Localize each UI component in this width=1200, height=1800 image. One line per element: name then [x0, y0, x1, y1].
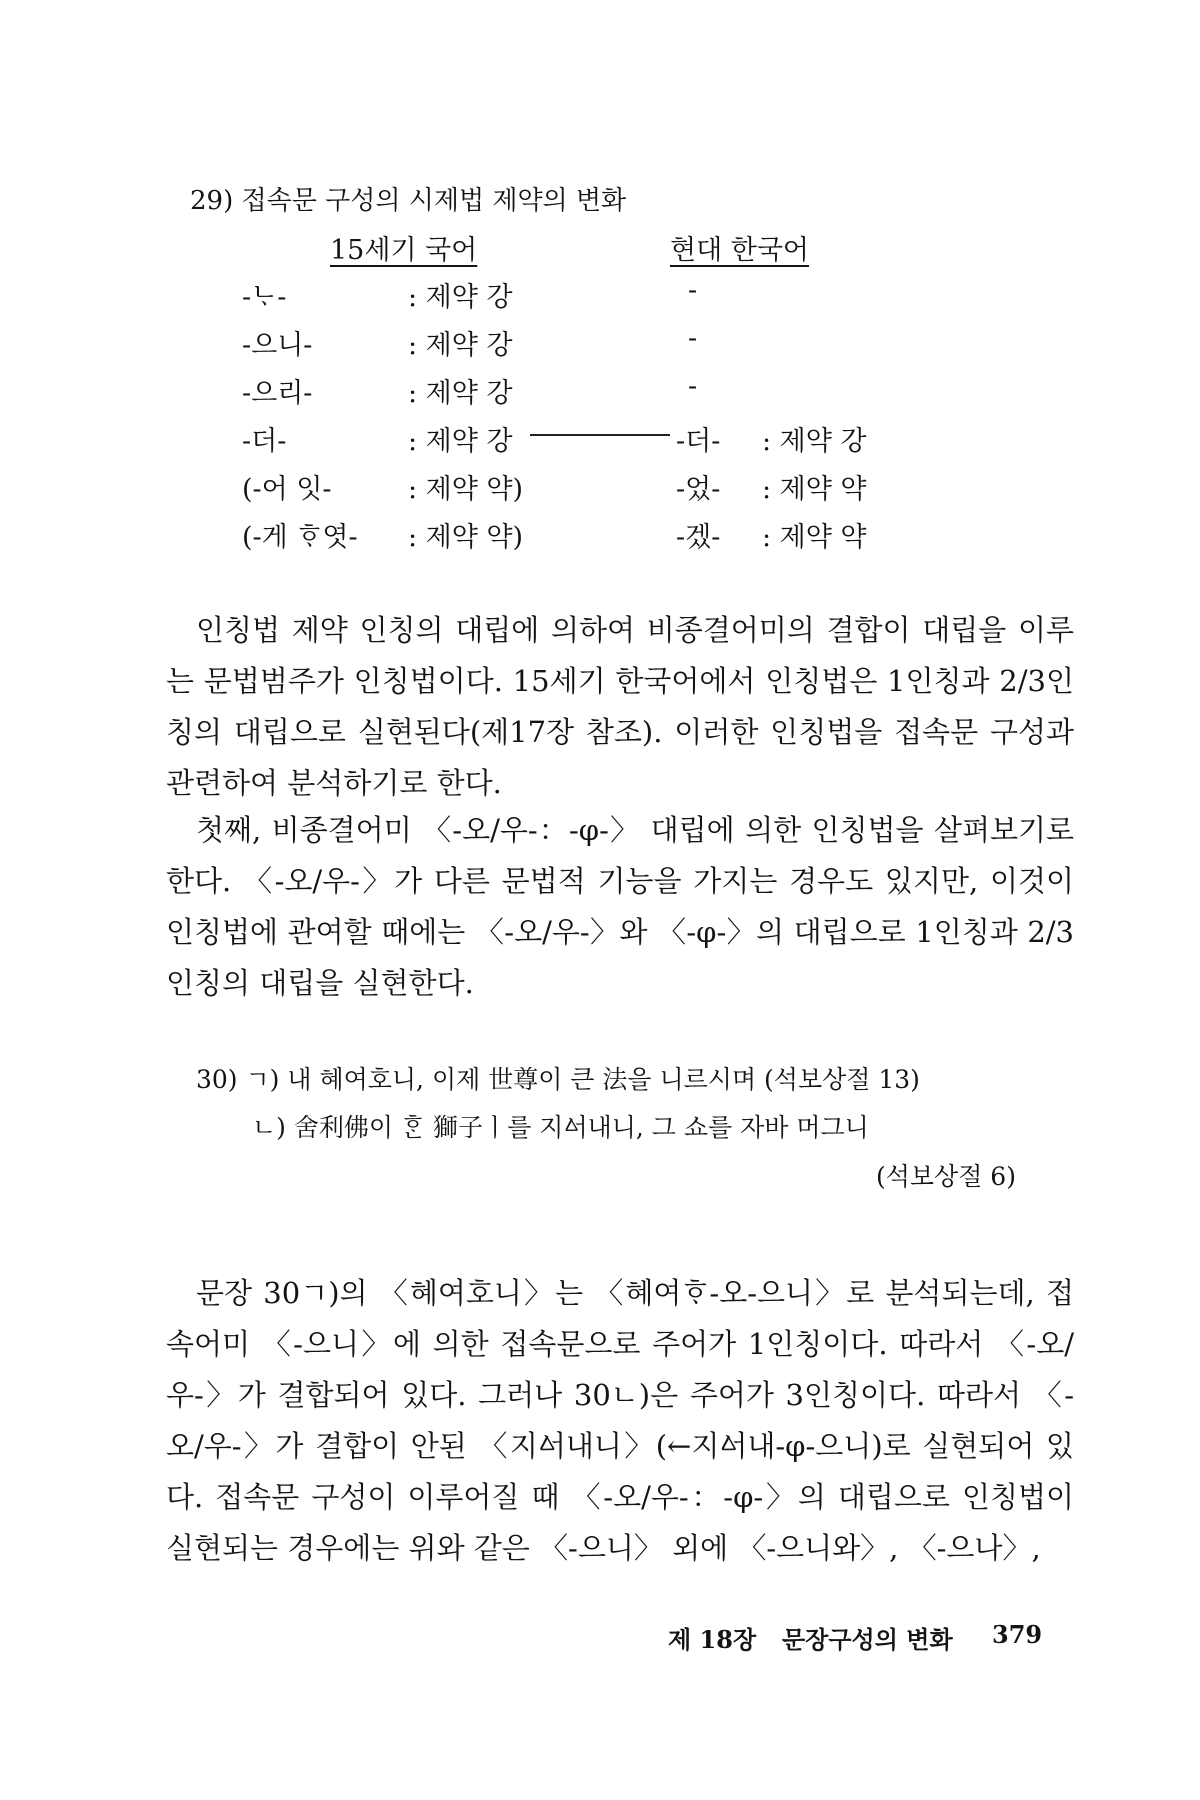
example-30b: ㄴ) 舍利佛이 ᄒᆞᆫ 獅子ㅣ를 지ᅀᅥ내니, 그 쇼를 자바 머그니 [252, 1113, 869, 1142]
constraint-cell: : 제약 강 [408, 282, 513, 313]
modern-constraint-cell: : 제약 약 [762, 474, 867, 505]
paragraph-lead: 인칭법 제약 [196, 613, 348, 647]
footer-title: 문장구성의 변화 [782, 1625, 953, 1654]
column-header-15th-century: 15세기 국어 [330, 235, 478, 266]
constraint-cell: : 제약 강 [408, 426, 513, 457]
paragraph-first-point [166, 805, 1074, 1009]
form-cell: -ᄂᆞ- [242, 282, 287, 313]
paragraph-person-constraint [166, 605, 1074, 809]
modern-constraint-cell: : 제약 강 [762, 426, 867, 457]
example-30a: 30) ㄱ) 내 혜여호니, 이제 世尊이 큰 法을 니르시며 (석보상절 13) [196, 1065, 920, 1094]
form-cell: (-게 ᄒᆞ엿- [242, 522, 358, 553]
paragraph-text: 첫째, 비종결어미 〈-오/우-：-φ-〉 대립에 의한 인칭법을 살펴보기로 한다. 〈-오/우-〉가 다른 문법적 기능을 가지는 경우도 있지만, 이것이 인칭법에 관여할 때에는 〈-오/우-〉와 〈-φ-〉의 대립으로 1인칭과 2/3인칭의 대립을 실현한다. [166, 813, 1074, 1000]
modern-cell: - [688, 371, 698, 402]
modern-constraint-cell: : 제약 약 [762, 522, 867, 553]
form-cell: -더- [242, 426, 287, 457]
modern-cell: -더- [676, 426, 721, 457]
form-cell: -으리- [242, 378, 313, 409]
constraint-cell: : 제약 강 [408, 330, 513, 361]
page-number: 379 [992, 1620, 1043, 1649]
modern-cell: -겠- [676, 522, 721, 553]
modern-cell: - [688, 323, 698, 354]
paragraph-text: 인칭의 대립에 의하여 비종결어미의 결합이 대립을 이루는 문법범주가 인칭법이다. 15세기 한국어에서 인칭법은 1인칭과 2/3인칭의 대립으로 실현된다(제17장 참조). 이러한 인칭법을 접속문 구성과 관련하여 분석하기로 한다. [166, 613, 1074, 800]
example-29-heading: 29) 접속문 구성의 시제법 제약의 변화 [190, 186, 627, 216]
form-cell: -으니- [242, 330, 313, 361]
example-30b-source: (석보상절 6) [876, 1162, 1016, 1191]
column-header-modern-korean: 현대 한국어 [670, 235, 809, 266]
modern-cell: -었- [676, 474, 721, 505]
constraint-cell: : 제약 강 [408, 378, 513, 409]
paragraph-text: 문장 30ㄱ)의 〈혜여호니〉는 〈혜여ᄒᆞ-오-으니〉로 분석되는데, 접속어미 〈-으니〉에 의한 접속문으로 주어가 1인칭이다. 따라서 〈-오/우-〉가 결합되어 있다. 그러나 30ㄴ)은 주어가 3인칭이다. 따라서 〈-오/우-〉가 결합이 안된 〈지ᅀᅥ내니〉(←지ᅀᅥ내-φ-으니)로 실현되어 있다. 접속문 구성이 이루어질 때 〈-오/우-：-φ-〉의 대립으로 인칭법이 실현되는 경우에는 위와 같은 〈-으니〉 외에 〈-으니와〉, 〈-으나〉, [166, 1276, 1074, 1565]
modern-cell: - [688, 275, 698, 306]
constraint-cell: : 제약 약) [408, 474, 524, 505]
constraint-cell: : 제약 약) [408, 522, 524, 553]
paragraph-sentence-30-analysis [166, 1268, 1074, 1574]
footer-chapter: 제 18장 [668, 1625, 757, 1654]
continuity-line [530, 434, 670, 436]
form-cell: (-어 잇- [242, 474, 332, 505]
